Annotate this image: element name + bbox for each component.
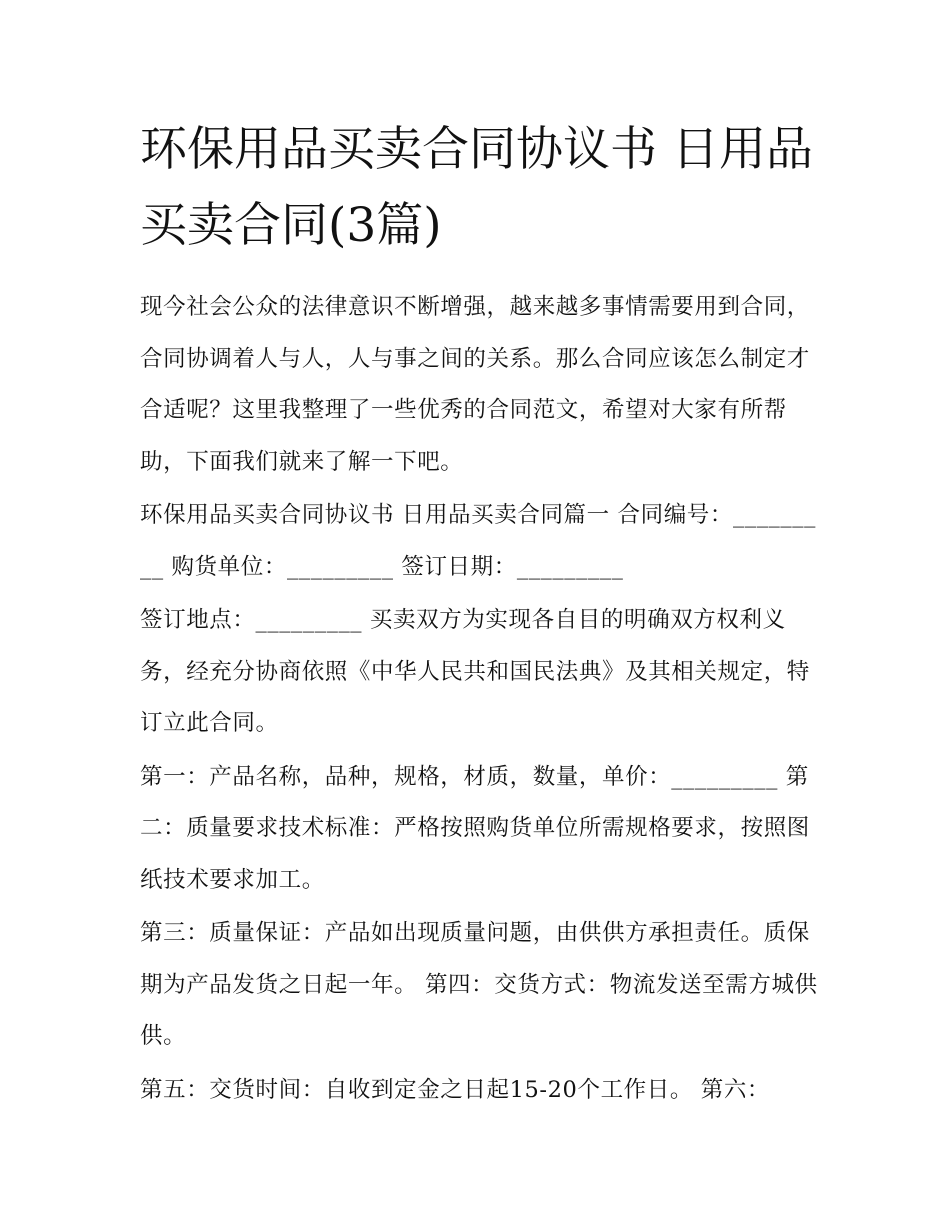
intro-paragraph: 现今社会公众的法律意识不断增强，越来越多事情需要用到合同，合同协调着人与人，人与事之间的关系。那么合同应该怎么制定才合适呢？这里我整理了一些优秀的合同范文，希望对大家有所帮助，下面我们就来了解一下吧。: [140, 294, 810, 475]
document-body: [140, 282, 820, 1118]
signing-location-paragraph: 签订地点：_________ 买卖双方为实现各自目的明确双方权利义务，经充分协商依照《中华人民共和国民法典》及其相关规定，特订立此合同。: [140, 607, 810, 736]
document-title: 环保用品买卖合同协议书 日用品买卖合同(3篇): [140, 122, 813, 253]
contract-header-paragraph: 环保用品买卖合同协议书 日用品买卖合同篇一 合同编号：_________ 购货单位：_________ 签订日期：_________: [140, 502, 816, 580]
clause-3-4-paragraph: 第三：质量保证：产品如出现质量问题，由供供方承担责任。质保期为产品发货之日起一年。 第四：交货方式：物流发送至需方城供供。: [140, 920, 818, 1049]
clause-5-6-paragraph: 第五：交货时间：自收到定金之日起15-20个工作日。 第六：: [140, 1076, 771, 1103]
clause-1-2-paragraph: 第一：产品名称，品种，规格，材质，数量，单价：_________ 第二：质量要求技术标准：严格按照购货单位所需规格要求，按照图纸技术要求加工。: [140, 763, 810, 893]
